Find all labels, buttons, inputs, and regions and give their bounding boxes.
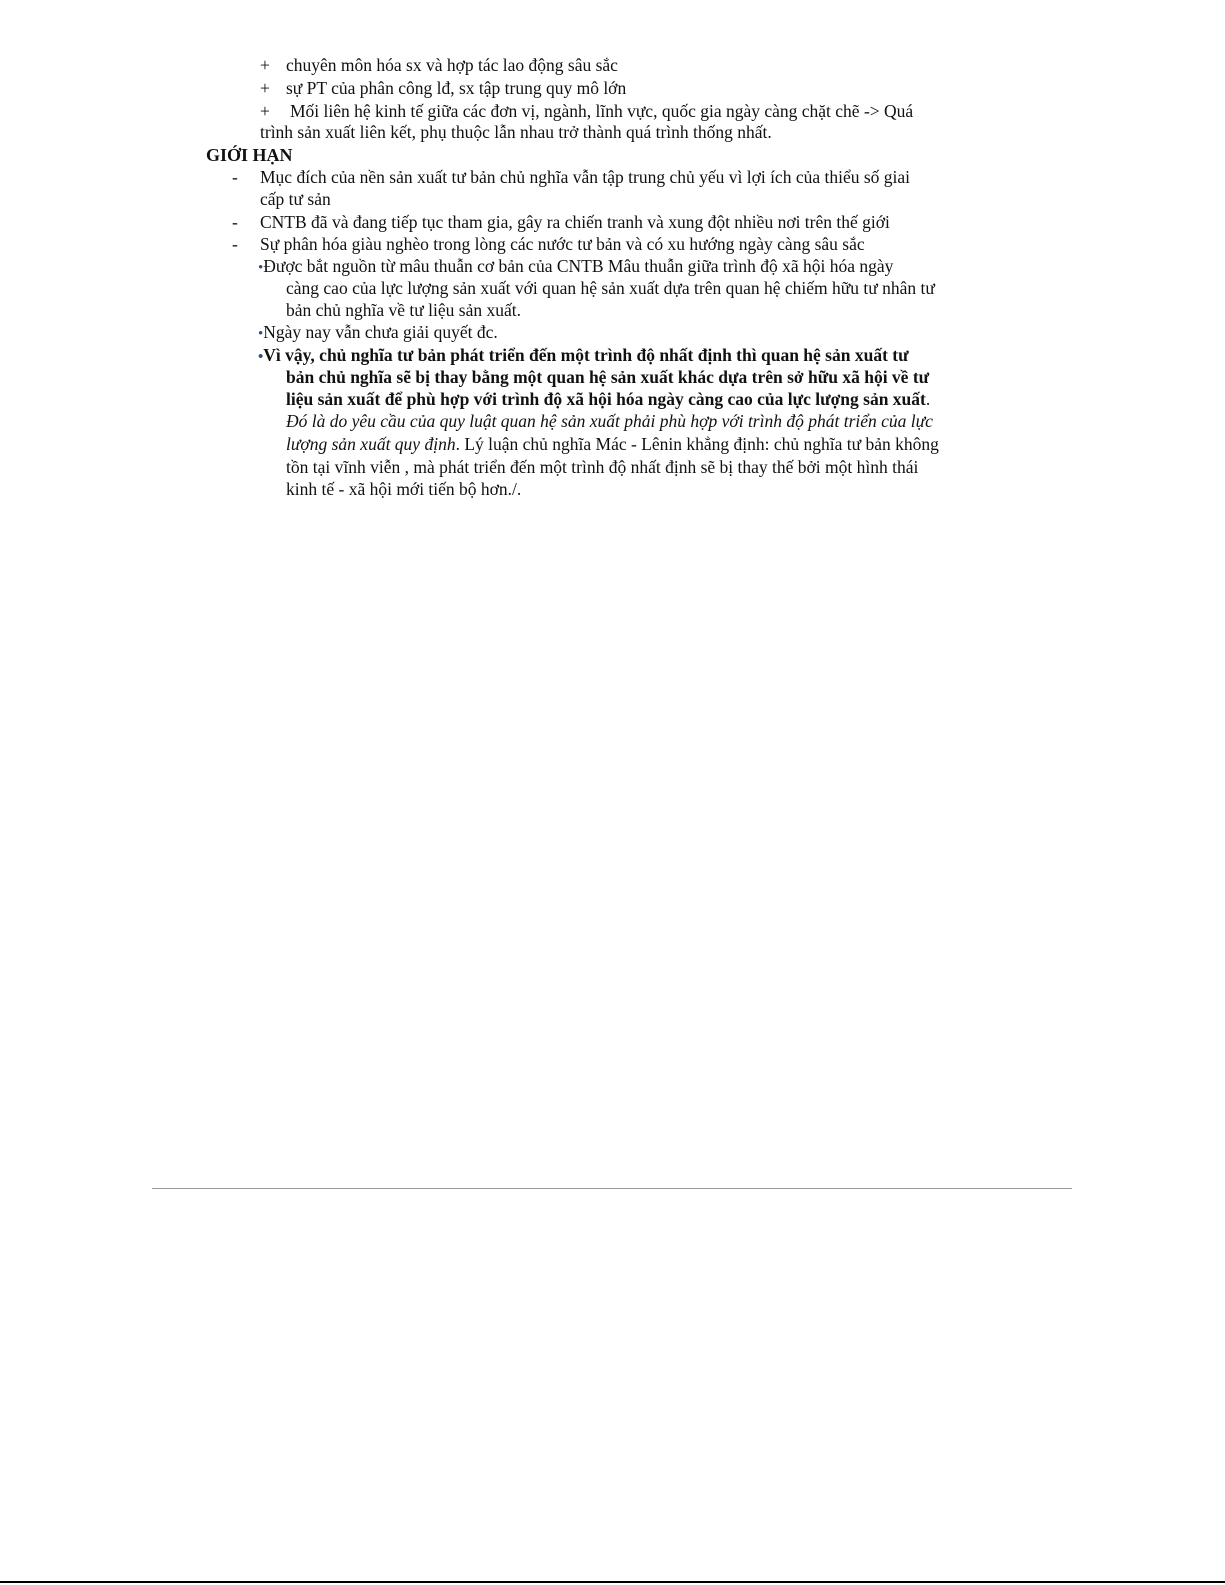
sub-bullet-bold-text: liệu sản xuất để phù hợp với trình độ xã hội hóa ngày càng cao của lực lượng sản xuất — [286, 389, 926, 409]
sub-bullet-1-line-2: càng cao của lực lượng sản xuất với quan hệ sản xuất dựa trên quan hệ chiếm hữu tư nhân tư — [286, 278, 935, 298]
dash-item-3 — [232, 233, 865, 255]
sub-bullet-italic-text: lượng sản xuất quy định — [286, 434, 456, 454]
sub-bullet-3-line-5 — [286, 433, 939, 455]
sub-bullet-text: Được bắt nguồn từ mâu thuẫn cơ bản của CNTB Mâu thuẫn giữa trình độ xã hội hóa ngày — [263, 256, 894, 276]
section-heading: GIỚI HẠN — [206, 145, 293, 165]
sub-bullet-2 — [258, 321, 498, 345]
sub-bullet-3-line-6: tồn tại vĩnh viễn , mà phát triển đến một trình độ nhất định sẽ bị thay thế bởi một hình thái — [286, 457, 919, 477]
sentence-period: . — [925, 389, 931, 409]
sub-bullet-3 — [258, 344, 909, 368]
dash-item-1-continuation: cấp tư sản — [260, 189, 331, 209]
plus-item-2 — [260, 77, 626, 99]
bottom-edge-line — [0, 1581, 1225, 1583]
plus-marker: + — [260, 55, 270, 75]
bullet-dot-icon: • — [258, 349, 264, 365]
bullet-dot-icon: • — [258, 326, 264, 342]
dash-item-1 — [232, 166, 910, 188]
sub-bullet-3-line-4: Đó là do yêu cầu của quy luật quan hệ sản xuất phải phù hợp với trình độ phát triển của lực — [286, 411, 933, 431]
sub-bullet-text: . Lý luận chủ nghĩa Mác - Lênin khẳng định: chủ nghĩa tư bản không — [455, 434, 939, 454]
sub-bullet-bold-text: Vì vậy, chủ nghĩa tư bản phát triển đến một trình độ nhất định thì quan hệ sản xuất tư — [263, 345, 909, 365]
sub-bullet-3-line-7: kinh tế - xã hội mới tiến bộ hơn./. — [286, 479, 522, 499]
plus-item-3-continuation: trình sản xuất liên kết, phụ thuộc lẫn nhau trở thành quá trình thống nhất. — [260, 122, 772, 142]
plus-marker: + — [260, 101, 270, 121]
plus-item-text: Mối liên hệ kinh tế giữa các đơn vị, ngành, lĩnh vực, quốc gia ngày càng chặt chẽ -> Quá — [290, 101, 914, 121]
dash-marker: - — [232, 212, 238, 232]
dash-marker: - — [232, 234, 238, 254]
sub-bullet-1-line-3: bản chủ nghĩa về tư liệu sản xuất. — [286, 300, 521, 320]
plus-item-text: sự PT của phân công lđ, sx tập trung quy mô lớn — [286, 78, 627, 98]
dash-item-text: Mục đích của nền sản xuất tư bản chủ nghĩa vẫn tập trung chủ yếu vì lợi ích của thiểu số giai — [260, 167, 911, 187]
dash-item-text: Sự phân hóa giàu nghèo trong lòng các nước tư bản và có xu hướng ngày càng sâu sắc — [260, 234, 865, 254]
dash-item-2 — [232, 211, 890, 233]
sub-bullet-text: Ngày nay vẫn chưa giải quyết đc. — [263, 322, 498, 342]
dash-marker: - — [232, 167, 238, 187]
sub-bullet-1 — [258, 255, 893, 279]
plus-item-3 — [260, 100, 913, 122]
page-separator-line — [152, 1188, 1072, 1189]
dash-item-text: CNTB đã và đang tiếp tục tham gia, gây ra chiến tranh và xung đột nhiều nơi trên thế giới — [260, 212, 890, 232]
plus-item-1 — [260, 54, 618, 76]
plus-item-text: chuyên môn hóa sx và hợp tác lao động sâu sắc — [286, 55, 618, 75]
plus-marker: + — [260, 78, 270, 98]
sub-bullet-3-line-3 — [286, 388, 930, 410]
bullet-dot-icon: • — [258, 260, 264, 276]
sub-bullet-3-line-2: bản chủ nghĩa sẽ bị thay bằng một quan hệ sản xuất khác dựa trên sở hữu xã hội về tư — [286, 367, 930, 387]
